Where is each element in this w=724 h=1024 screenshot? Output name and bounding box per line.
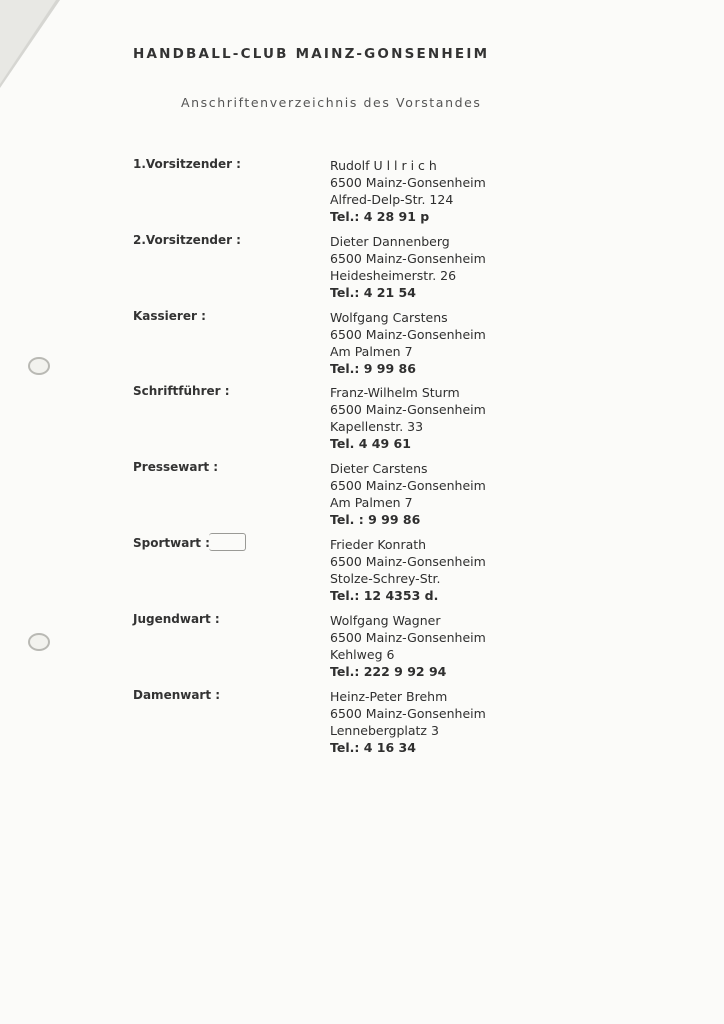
phone-line: Tel. : 9 99 86 [330,512,421,527]
pencil-box-mark [209,533,246,551]
role-label: Sportwart : [133,536,210,550]
phone-line: Tel.: 4 21 54 [330,285,416,300]
city-line: 6500 Mainz-Gonsenheim [330,554,486,569]
street-line: Heidesheimerstr. 26 [330,268,457,283]
document-subtitle: Anschriftenverzeichnis des Vorstandes [181,95,482,110]
role-label: Jugendwart : [133,612,220,626]
role-label: Kassierer : [133,309,206,323]
phone-line: Tel.: 12 4353 d. [330,588,439,603]
member-name: Frieder Konrath [330,537,427,552]
street-line: Lennebergplatz 3 [330,723,439,738]
address-block [330,688,486,756]
document-title: HANDBALL-CLUB MAINZ-GONSENHEIM [133,46,490,62]
city-line: 6500 Mainz-Gonsenheim [330,175,486,190]
board-entry [0,612,724,682]
street-line: Kehlweg 6 [330,647,395,662]
role-label: 1.Vorsitzender : [133,157,241,171]
member-name: Dieter Dannenberg [330,234,450,249]
member-name: Heinz-Peter Brehm [330,689,448,704]
address-block [330,460,486,528]
phone-line: Tel.: 9 99 86 [330,361,416,376]
street-line: Kapellenstr. 33 [330,419,424,434]
address-block [330,384,486,452]
board-entry [0,233,724,303]
board-entry [0,688,724,758]
address-block [330,536,486,604]
address-block [330,309,486,377]
board-entry [0,536,724,606]
board-entry [0,157,724,227]
folded-corner-inner [0,0,56,84]
city-line: 6500 Mainz-Gonsenheim [330,630,486,645]
address-block [330,157,486,225]
phone-line: Tel. 4 49 61 [330,436,411,451]
phone-line: Tel.: 222 9 92 94 [330,664,447,679]
role-label: 2.Vorsitzender : [133,233,241,247]
city-line: 6500 Mainz-Gonsenheim [330,251,486,266]
member-name: Wolfgang Carstens [330,310,448,325]
member-name: Dieter Carstens [330,461,428,476]
member-name: Wolfgang Wagner [330,613,441,628]
board-entry [0,460,724,530]
street-line: Am Palmen 7 [330,344,413,359]
board-entry [0,309,724,379]
role-label: Damenwart : [133,688,221,702]
city-line: 6500 Mainz-Gonsenheim [330,706,486,721]
city-line: 6500 Mainz-Gonsenheim [330,327,486,342]
phone-line: Tel.: 4 16 34 [330,740,416,755]
member-name: Franz-Wilhelm Sturm [330,385,460,400]
city-line: 6500 Mainz-Gonsenheim [330,478,486,493]
address-block [330,612,486,680]
role-label: Schriftführer : [133,384,230,398]
street-line: Alfred-Delp-Str. 124 [330,192,454,207]
member-name: Rudolf U l l r i c h [330,158,437,173]
street-line: Am Palmen 7 [330,495,413,510]
street-line: Stolze-Schrey-Str. [330,571,441,586]
city-line: 6500 Mainz-Gonsenheim [330,402,486,417]
address-block [330,233,486,301]
board-entry [0,384,724,454]
role-label: Pressewart : [133,460,219,474]
phone-line: Tel.: 4 28 91 p [330,209,430,224]
